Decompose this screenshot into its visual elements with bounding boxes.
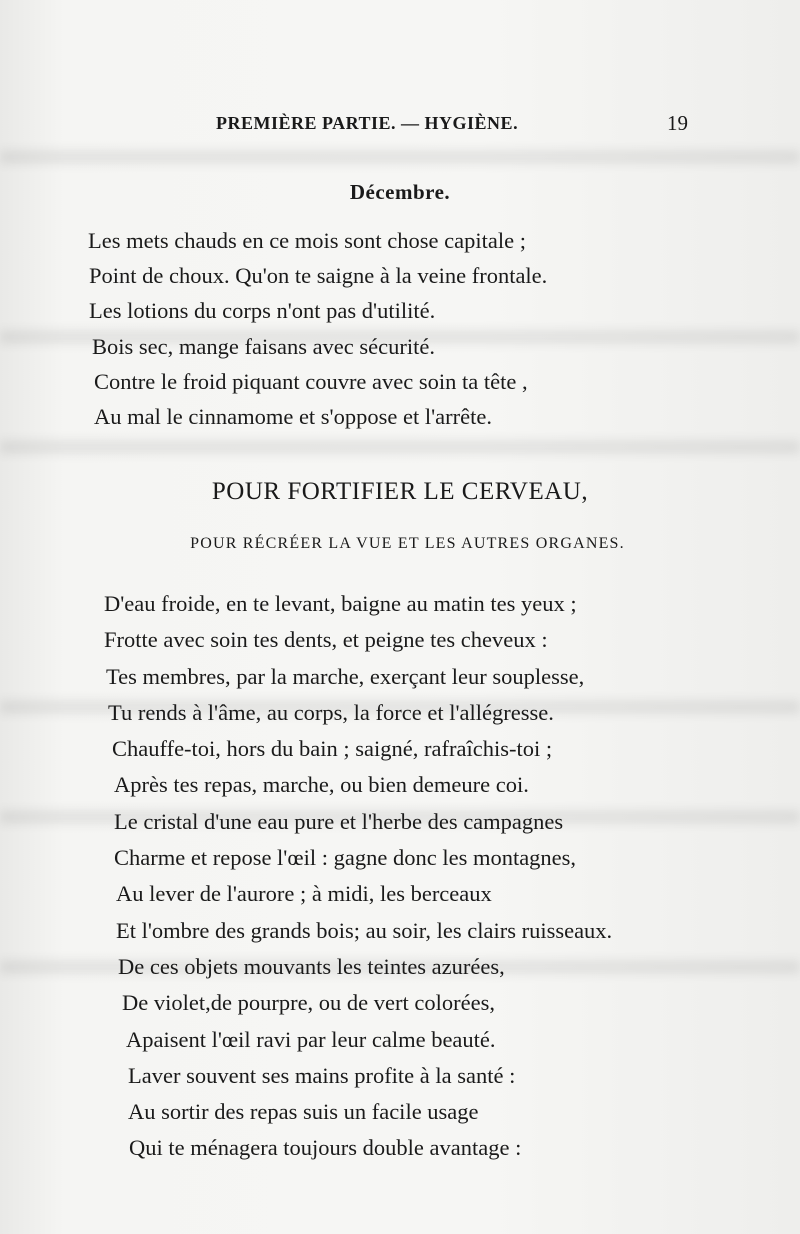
verse-line: Et l'ombre des grands bois; au soir, les clairs ruisseaux. [116, 917, 613, 943]
verse-line: Après tes repas, marche, ou bien demeure coi. [114, 772, 529, 798]
verse-line: Les lotions du corps n'ont pas d'utilité. [89, 298, 436, 324]
verse-line: Tu rends à l'âme, au corps, la force et l'allégresse. [108, 699, 554, 725]
verse-line: Au sortir des repas suis un facile usage [128, 1099, 479, 1125]
brain-verses [104, 586, 612, 1167]
verse-line: Bois sec, mange faisans avec sécurité. [92, 333, 435, 359]
verse-line: De violet,de pourpre, ou de vert colorées, [122, 990, 495, 1016]
verse-line: Le cristal d'une eau pure et l'herbe des campagnes [114, 808, 564, 834]
verse-line: Au mal le cinnamome et s'oppose et l'arrête. [94, 404, 492, 430]
running-head [0, 113, 800, 139]
page-number: 19 [667, 111, 688, 135]
verse-line: Les mets chauds en ce mois sont chose capitale ; [88, 228, 526, 253]
verse-line: Frotte avec soin tes dents, et peigne tes cheveux : [104, 627, 548, 653]
verse-line: Point de choux. Qu'on te saigne à la veine frontale. [89, 263, 548, 289]
december-verses [88, 223, 547, 434]
section-heading: POUR FORTIFIER LE CERVEAU, [211, 478, 589, 505]
verse-line: D'eau froide, en te levant, baigne au matin tes yeux ; [104, 591, 577, 616]
verse-line: Qui te ménagera toujours double avantage : [129, 1135, 522, 1161]
verse-line: De ces objets mouvants les teintes azurées, [118, 953, 505, 979]
verse-line: Laver souvent ses mains profite à la santé : [128, 1062, 516, 1088]
running-title: PREMIÈRE PARTIE. — HYGIÈNE. [216, 113, 519, 133]
verse-line: Tes membres, par la marche, exerçant leur souplesse, [106, 663, 585, 689]
verse-line: Contre le froid piquant couvre avec soin ta tête , [94, 368, 528, 394]
verse-line: Au lever de l'aurore ; à midi, les berceaux [116, 881, 492, 907]
section-subheading: POUR RÉCRÉER LA VUE ET LES AUTRES ORGANES. [190, 535, 625, 552]
verse-line: Chauffe-toi, hors du bain ; saigné, rafraîchis-toi ; [112, 736, 553, 762]
december-heading: Décembre. [349, 180, 451, 204]
verse-line: Apaisent l'œil ravi par leur calme beauté. [126, 1026, 496, 1052]
verse-line: Charme et repose l'œil : gagne donc les montagnes, [114, 845, 577, 871]
